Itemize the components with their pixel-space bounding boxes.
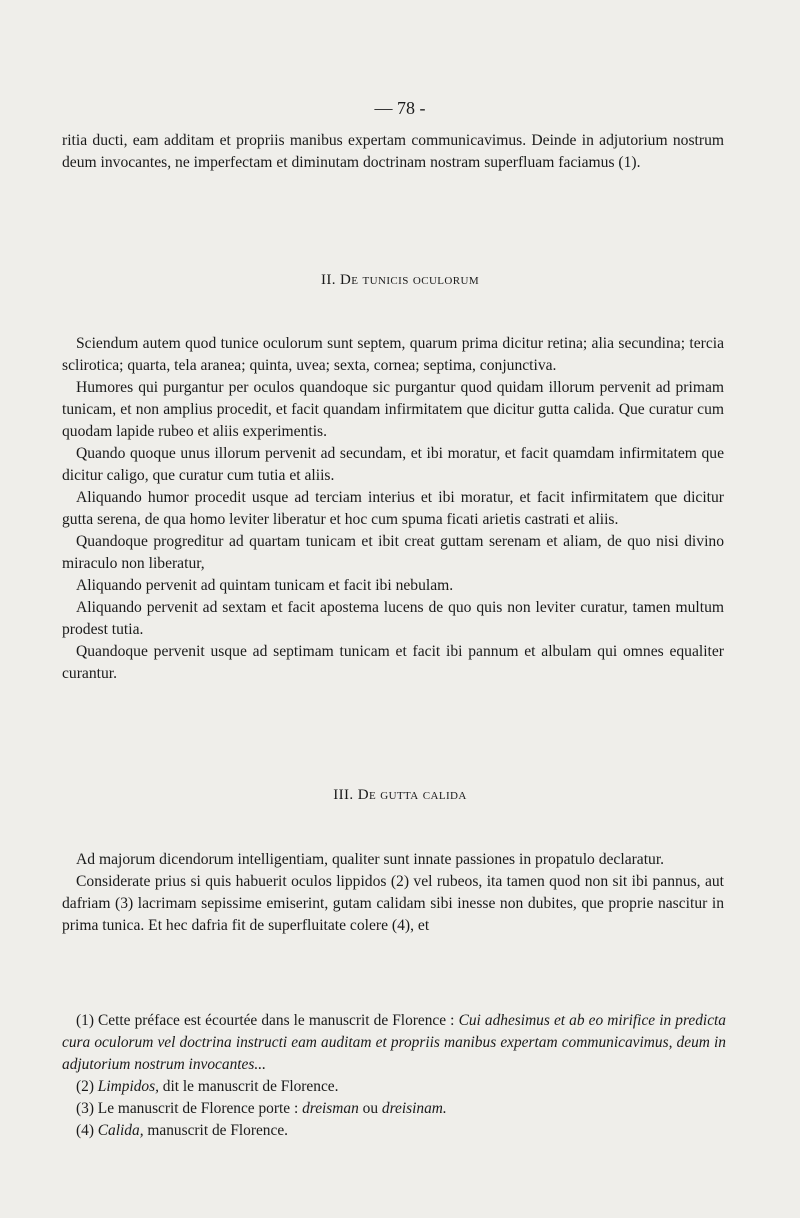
footnote-number: (4) (76, 1122, 98, 1139)
section-numeral: II. (320, 272, 336, 288)
footnote-text: Le manuscrit de Florence porte : (97, 1100, 303, 1117)
footnote-text: (1) Cette préface est écourtée dans le manuscrit de Florence : (76, 1012, 459, 1029)
section-title: De tunicis oculorum (340, 272, 480, 288)
footnote-italic: Limpidos, (97, 1078, 159, 1095)
section-numeral: III. (333, 787, 354, 803)
paragraph: Quandoque progreditur ad quartam tunicam et ibit creat guttam serenam et aliam, de quo nisi divino miraculo non liberatur, (62, 533, 724, 572)
paragraph: Quandoque pervenit usque ad septimam tunicam et facit ibi pannum et albulam qui omnes equaliter curantur. (62, 643, 724, 682)
footnote-2 (62, 1076, 726, 1098)
section-title: De gutta calida (357, 787, 467, 803)
footnote-number: (3) (76, 1100, 98, 1117)
paragraph: Aliquando humor procedit usque ad terciam interius et ibi moratur, et facit infirmitatem que dicitur gutta serena, de qua homo leviter liberatur et hoc cum spuma ficati arietis castrati et aliis. (62, 489, 724, 528)
paragraph: Humores qui purgantur per oculos quandoque sic purgantur quod quidam illorum pervenit ad primam tunicam, et non amplius procedit, et facit quandam infirmitatem que dicitur gutta calida. Que curatur cum quodam lapide rubeo et aliis experimentis. (62, 379, 724, 440)
footnote-italic: dreisman (302, 1100, 359, 1117)
page-number: — 78 - (374, 98, 426, 118)
section-heading-2 (0, 272, 800, 289)
paragraph: Sciendum autem quod tunice oculorum sunt septem, quarum prima dicitur retina; alia secundina; tercia sclirotica; quarta, tela aranea; quinta, uvea; sexta, cornea; septima, conjunctiva. (62, 335, 724, 374)
footnote-text: dit le manuscrit de Florence. (158, 1078, 339, 1095)
paragraph: Quando quoque unus illorum pervenit ad secundam, et ibi moratur, et facit quamdam infirmitatem que dicitur caligo, que curatur cum tutia et aliis. (62, 445, 724, 484)
footnote-1 (62, 1010, 726, 1076)
paragraph: Considerate prius si quis habuerit oculos lippidos (2) vel rubeos, ita tamen quod non sit ibi pannus, aut dafriam (3) lacrimam sepissime emiserint, gutam calidam sibi inesse non dubites, que proprie nascitur in prima tunica. Et hec dafria fit de superfluitate colere (4), et (62, 873, 724, 934)
intro-paragraph-block (62, 130, 724, 174)
footnote-text: ou (358, 1100, 382, 1117)
section-heading-3 (0, 787, 800, 804)
paragraph: Ad majorum dicendorum intelligentiam, qualiter sunt innate passiones in propatulo declaratur. (76, 851, 665, 868)
section-3-text (62, 849, 724, 937)
footnote-italic: Calida, (97, 1122, 144, 1139)
section-2-text (62, 333, 724, 685)
footnote-3 (62, 1098, 726, 1120)
footnote-quote: Cui adhesimus et ab eo mirifice in predicta cura oculorum vel doctrina instructi eam auditam et propriis manibus expertam communicavimus, deum in adjutorium nostrum invocantes... (62, 1012, 726, 1073)
intro-paragraph: ritia ducti, eam additam et propriis manibus expertam communicavimus. Deinde in adjutorium nostrum deum invocantes, ne imperfectam et diminutam doctrinam nostram superfluam faciamus (1). (62, 132, 724, 171)
footnote-italic: dreisinam. (381, 1100, 447, 1117)
footnote-number: (2) (76, 1078, 98, 1095)
footnotes (62, 1010, 726, 1142)
footnote-4 (62, 1120, 726, 1142)
paragraph: Aliquando pervenit ad sextam et facit apostema lucens de quo quis non leviter curatur, tamen multum prodest tutia. (62, 599, 724, 638)
footnote-text: manuscrit de Florence. (143, 1122, 289, 1139)
paragraph: Aliquando pervenit ad quintam tunicam et facit ibi nebulam. (76, 577, 454, 594)
